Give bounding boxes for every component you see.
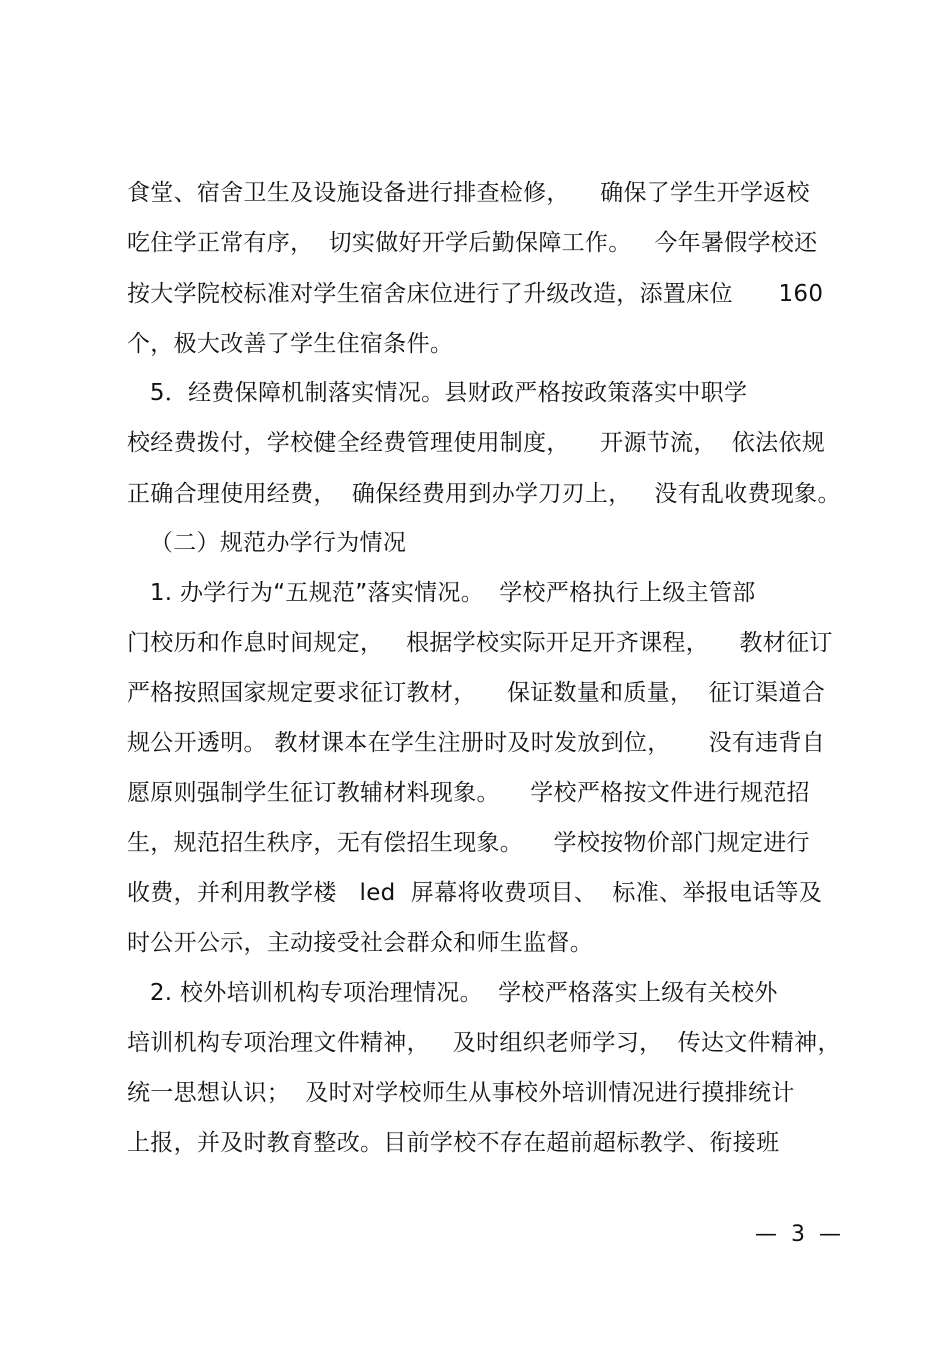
text-line-3: 按大学院校标准对学生宿舍床位进行了升级改造，添置床位 160 (127, 281, 824, 307)
text-line-20: 上报，并及时教育整改。目前学校不存在超前超标教学、衔接班 (127, 1130, 780, 1156)
text-line-11: 严格按照国家规定要求征订教材， 保证数量和质量， 征订渠道合 (127, 680, 826, 706)
text-line-6: 校经费拨付，学校健全经费管理使用制度， 开源节流， 依法依规 (127, 430, 826, 456)
text-line-15: 收费，并利用教学楼 led 屏幕将收费项目、 标准、举报电话等及 (127, 880, 823, 906)
page-number: — 3 — (755, 1222, 841, 1247)
text-line-4: 个，极大改善了学生住宿条件。 (127, 331, 454, 357)
text-line-13: 愿原则强制学生征订教辅材料现象。 学校严格按文件进行规范招 (127, 780, 810, 806)
text-line-7: 正确合理使用经费， 确保经费用到办学刀刃上， 没有乱收费现象。 (127, 481, 841, 507)
text-line-17: 2. 校外培训机构专项治理情况。 学校严格落实上级有关校外 (127, 980, 778, 1006)
text-line-2: 吃住学正常有序， 切实做好开学后勤保障工作。 今年暑假学校还 (127, 230, 818, 256)
text-line-10: 门校历和作息时间规定， 根据学校实际开足开齐课程， 教材征订 (127, 630, 833, 656)
text-line-9: 1. 办学行为“五规范”落实情况。 学校严格执行上级主管部 (127, 580, 756, 606)
text-line-16: 时公开公示，主动接受社会群众和师生监督。 (127, 930, 593, 956)
text-line-12: 规公开透明。 教材课本在学生注册时及时发放到位， 没有违背自 (127, 730, 826, 756)
text-line-19: 统一思想认识； 及时对学校师生从事校外培训情况进行摸排统计 (127, 1080, 795, 1106)
text-line-5: 5．经费保障机制落实情况。县财政严格按政策落实中职学 (127, 380, 748, 406)
text-line-14: 生，规范招生秩序，无有偿招生现象。 学校按物价部门规定进行 (127, 830, 810, 856)
text-line-1: 食堂、宿舍卫生及设施设备进行排查检修， 确保了学生开学返校 (127, 180, 810, 206)
text-line-18: 培训机构专项治理文件精神， 及时组织老师学习， 传达文件精神， (127, 1030, 841, 1056)
section-heading: （二）规范办学行为情况 (127, 530, 407, 556)
